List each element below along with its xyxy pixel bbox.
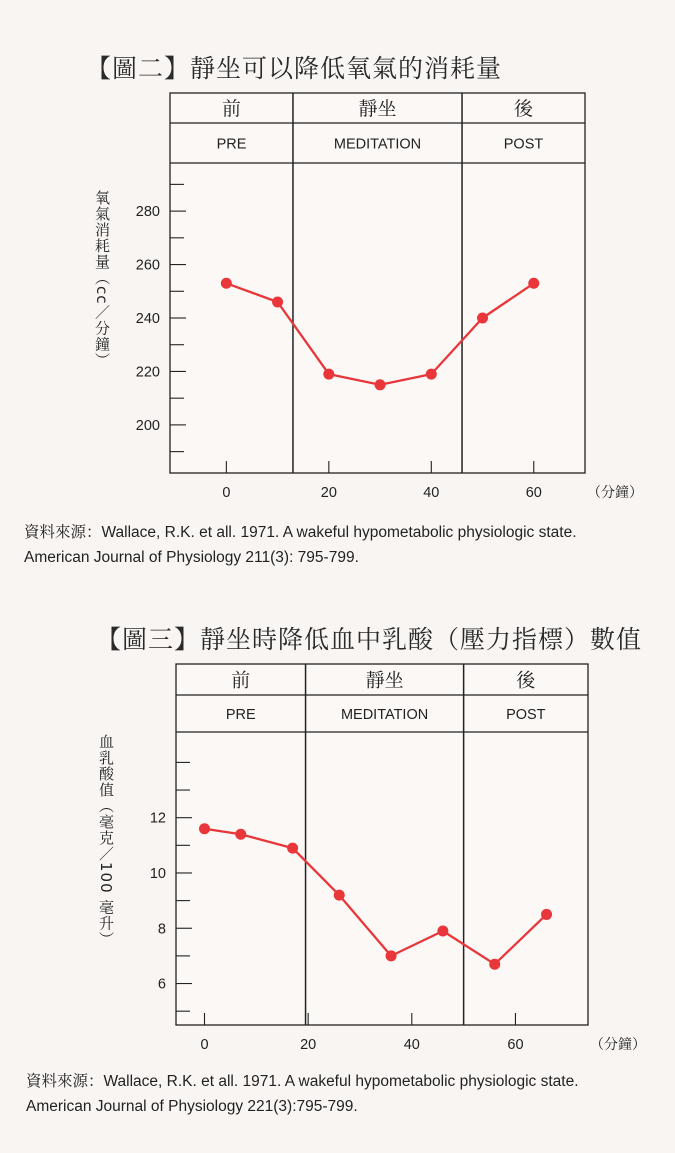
figure-2-source (24, 520, 577, 570)
figure-2-title: 【圖二】靜坐可以降低氧氣的消耗量 (86, 54, 503, 83)
y-tick-label: 220 (135, 364, 160, 381)
figure-3-source (26, 1069, 579, 1119)
phase-label-en-1: PRE (225, 707, 256, 723)
x-axis-unit-label: （分鐘） (590, 1037, 646, 1053)
y-axis-label: 血乳酸值（毫克／100 毫升） (97, 734, 115, 948)
data-point (235, 829, 246, 840)
x-tick-label: 0 (200, 1037, 209, 1053)
y-tick-label: 240 (135, 311, 160, 327)
data-point (375, 379, 386, 390)
y-axis-label: 氧氣消耗量（cc／分鐘） (93, 190, 111, 369)
x-tick-label: 60 (525, 485, 542, 501)
data-point (199, 823, 210, 834)
y-tick-label: 280 (135, 204, 160, 221)
phase-label-zh-3: 後 (514, 98, 534, 120)
phase-label-zh-1: 前 (221, 98, 241, 120)
y-tick-label: 8 (157, 921, 166, 938)
x-axis-unit-label: （分鐘） (587, 485, 643, 501)
data-point (334, 890, 345, 901)
data-point (323, 369, 334, 380)
data-point (541, 909, 552, 920)
data-point (221, 278, 232, 289)
phase-label-zh-1: 前 (231, 669, 251, 692)
phase-label-zh-2: 靜坐 (365, 669, 404, 692)
x-tick-label: 40 (423, 485, 440, 501)
figure-3-title: 【圖三】靜坐時降低血中乳酸（壓力指標）數值 (96, 625, 643, 654)
data-point (287, 843, 298, 854)
data-point (272, 296, 283, 307)
phase-label-en-1: PRE (216, 136, 247, 153)
y-tick-label: 260 (135, 257, 160, 274)
y-tick-label: 10 (149, 865, 166, 882)
figure-3-source-line-2: American Journal of Physiology 221(3):795-799. (26, 1098, 358, 1115)
x-tick-label: 0 (222, 485, 231, 501)
phase-label-en-2: MEDITATION (333, 136, 422, 153)
data-point (477, 313, 488, 324)
figure-2-source-line-1: 資料來源：Wallace, R.K. et all. 1971. A wakeful hypometabolic physiologic state. (24, 524, 577, 541)
y-tick-label: 6 (157, 976, 166, 993)
phase-label-zh-2: 靜坐 (358, 98, 397, 120)
oxygen-consumption-chart (0, 80, 675, 500)
x-tick-label: 40 (403, 1037, 420, 1053)
data-point (437, 926, 448, 937)
figure-3-source-line-1: 資料來源：Wallace, R.K. et all. 1971. A wakeful hypometabolic physiologic state. (26, 1073, 579, 1090)
y-tick-label: 200 (135, 417, 160, 434)
data-point (386, 950, 397, 961)
x-tick-label: 60 (507, 1037, 524, 1053)
x-tick-label: 20 (320, 485, 337, 501)
figure-2-source-line-2: American Journal of Physiology 211(3): 795-799. (24, 549, 359, 566)
blood-lactate-chart (0, 650, 675, 1070)
data-point (489, 959, 500, 970)
x-tick-label: 20 (300, 1037, 317, 1053)
phase-label-en-2: MEDITATION (340, 707, 429, 723)
data-point (426, 369, 437, 380)
phase-label-zh-3: 後 (516, 669, 536, 692)
phase-label-en-3: POST (506, 707, 546, 723)
phase-label-en-3: POST (503, 136, 544, 153)
y-tick-label: 12 (149, 810, 166, 827)
data-point (528, 278, 539, 289)
